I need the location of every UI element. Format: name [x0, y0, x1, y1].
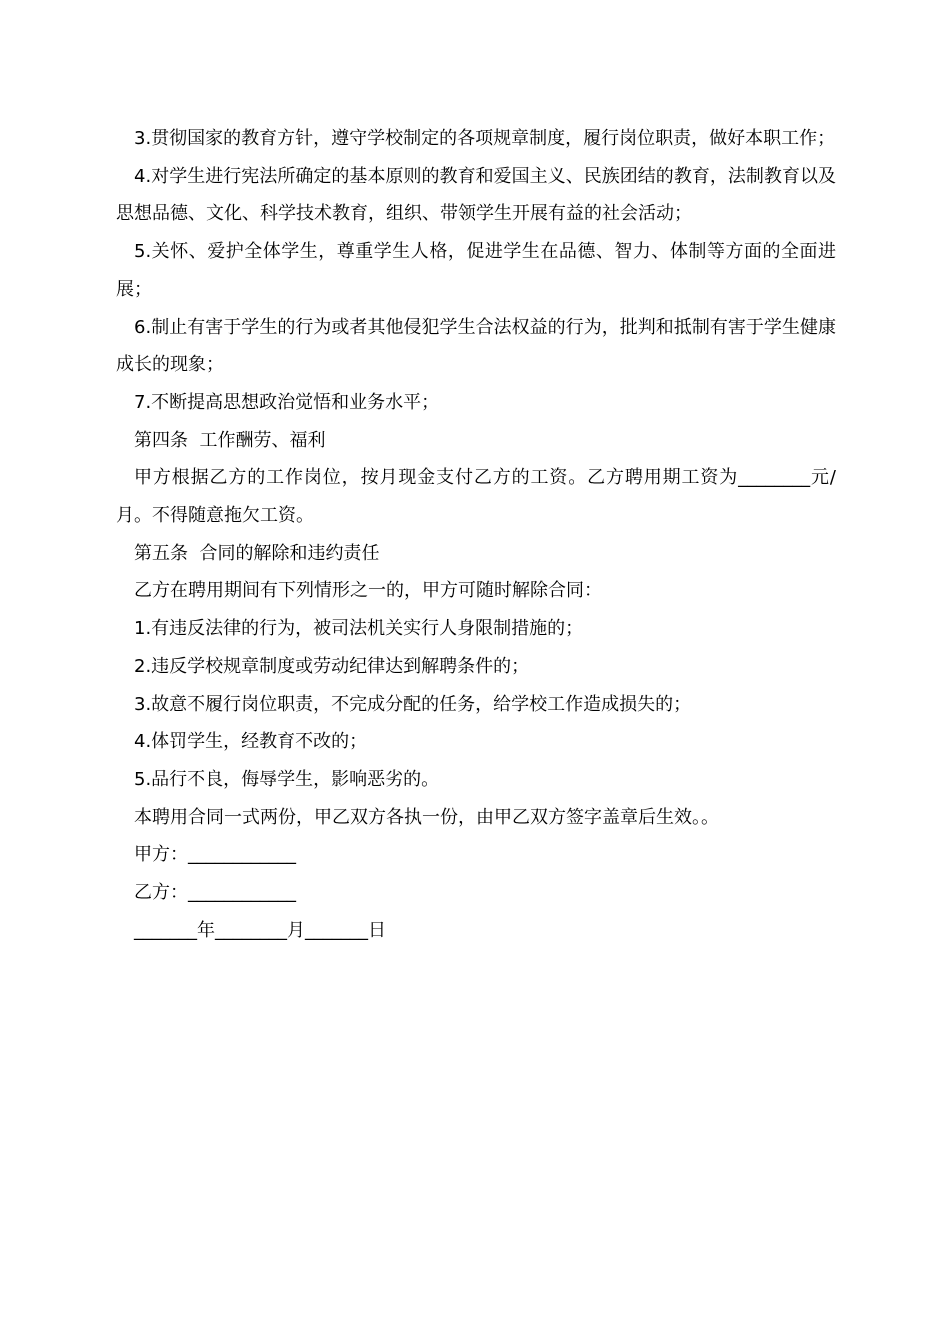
termination-item-4: 4.体罚学生，经教育不改的；: [134, 731, 368, 753]
clause-4-education: 4.对学生进行宪法所确定的基本原则的教育和爱国主义、民族团结的教育，法制教育以及思想品德、文化、科学技术教育，组织、带领学生开展有益的社会活动；: [116, 165, 836, 225]
salary-paragraph: 甲方根据乙方的工作岗位，按月现金支付乙方的工资。乙方聘用期工资为________元/月。不得随意拖欠工资。: [116, 467, 836, 527]
termination-item-2: 2.违反学校规章制度或劳动纪律达到解聘条件的；: [134, 655, 530, 677]
article-4-heading: 第四条 工作酬劳、福利: [134, 429, 326, 451]
document-body: [116, 120, 836, 949]
termination-item-5: 5.品行不良，侮辱学生，影响恶劣的。: [134, 768, 440, 790]
article-5-heading: 第五条 合同的解除和违约责任: [134, 542, 380, 564]
clause-7-improve: 7.不断提高思想政治觉悟和业务水平；: [134, 391, 440, 413]
clause-3-duty: 3.贯彻国家的教育方针，遵守学校制定的各项规章制度，履行岗位职责，做好本职工作；: [134, 128, 836, 149]
party-a-signature: 甲方：____________: [134, 844, 296, 866]
party-b-signature: 乙方：____________: [134, 882, 296, 904]
clause-6-protect: 6.制止有害于学生的行为或者其他侵犯学生合法权益的行为，批判和抵制有害于学生健康成长的现象；: [116, 316, 836, 376]
clause-5-care: 5.关怀、爱护全体学生，尊重学生人格，促进学生在品德、智力、体制等方面的全面进展；: [116, 241, 836, 300]
contract-copies-note: 本聘用合同一式两份，甲乙双方各执一份，由甲乙双方签字盖章后生效。。: [134, 806, 719, 828]
date-line: _______年________月_______日: [134, 919, 386, 941]
termination-item-3: 3.故意不履行岗位职责，不完成分配的任务，给学校工作造成损失的；: [134, 693, 692, 715]
termination-intro: 乙方在聘用期间有下列情形之一的，甲方可随时解除合同：: [134, 580, 602, 602]
termination-item-1: 1.有违反法律的行为，被司法机关实行人身限制措施的；: [134, 618, 584, 640]
